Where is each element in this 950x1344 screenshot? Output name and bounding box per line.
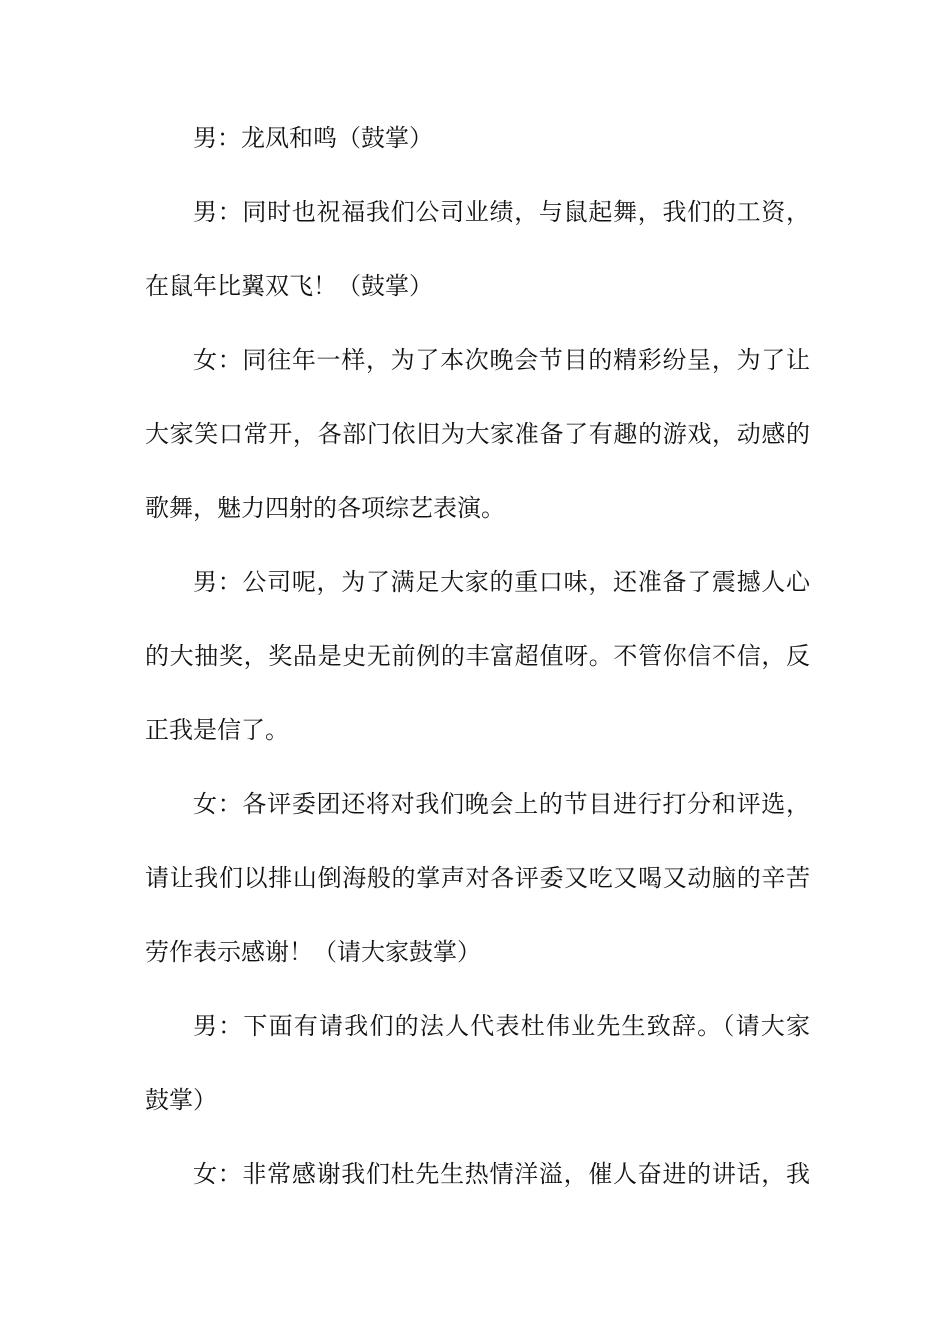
paragraph	[145, 200, 810, 298]
text-line: 的大抽奖，奖品是史无前例的丰富超值呀。不管你信不信，反	[145, 642, 810, 670]
text-line: 歌舞，魅力四射的各项综艺表演。	[145, 494, 505, 522]
paragraph	[145, 570, 810, 742]
text-line: 女：非常感谢我们杜先生热情洋溢，催人奋进的讲话，我	[193, 1160, 810, 1188]
text-line: 请让我们以排山倒海般的掌声对各评委又吃又喝又动脑的辛苦	[145, 864, 810, 892]
paragraph	[145, 1162, 810, 1186]
text-line: 男：龙凤和鸣（鼓掌）	[193, 124, 433, 152]
text-line: 女：各评委团还将对我们晚会上的节目进行打分和评选，	[193, 790, 810, 818]
script-body	[145, 126, 810, 1236]
text-line: 鼓掌）	[145, 1086, 217, 1114]
paragraph	[145, 348, 810, 520]
text-line: 大家笑口常开，各部门依旧为大家准备了有趣的游戏，动感的	[145, 420, 810, 448]
text-line: 女：同往年一样，为了本次晚会节目的精彩纷呈，为了让	[193, 346, 810, 374]
text-line: 男：公司呢，为了满足大家的重口味，还准备了震撼人心	[193, 568, 810, 596]
text-line: 劳作表示感谢！（请大家鼓掌）	[145, 938, 481, 966]
paragraph	[145, 1014, 810, 1112]
text-line: 正我是信了。	[145, 716, 289, 744]
text-line: 男：同时也祝福我们公司业绩，与鼠起舞，我们的工资，	[193, 198, 810, 226]
text-line: 男：下面有请我们的法人代表杜伟业先生致辞。（请大家	[193, 1012, 810, 1040]
paragraph	[145, 126, 810, 150]
text-line: 在鼠年比翼双飞！（鼓掌）	[145, 272, 433, 300]
paragraph	[145, 792, 810, 964]
